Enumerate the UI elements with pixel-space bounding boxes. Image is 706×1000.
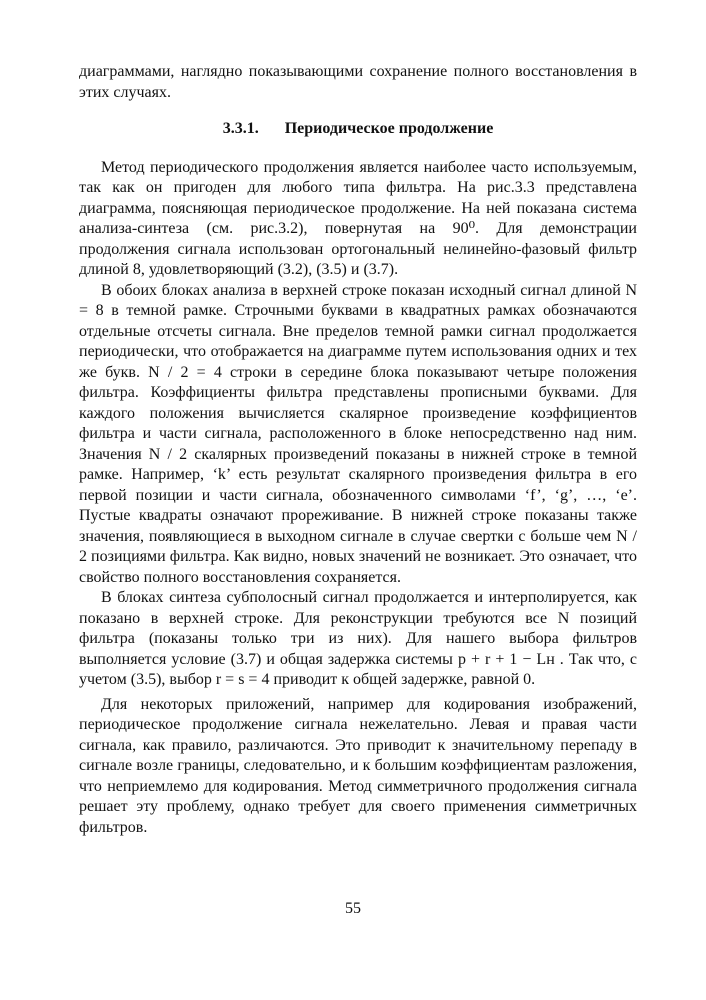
- section-title: Периодическое продолжение: [284, 120, 494, 137]
- paragraph-4: Для некоторых приложений, например для кодирования изображений, периодическое продолжение сигнала нежелательно. Левая и правая части сигнала, как правило, различаются. Это приводит к значительному перепаду в сигнале возле границы, следовательно, и к большим коэффициентам разложения, что неприемлемо для кодирования. Метод симметричного продолжения сигнала решает эту проблему, однако требует для своего применения симметричных фильтров.: [79, 695, 637, 836]
- page-number: 55: [345, 900, 361, 917]
- paragraph-2: В обоих блоках анализа в верхней строке показан исходный сигнал длиной N = 8 в темной рамке. Строчными буквами в квадратных рамках обозначаются отдельные отсчеты сигнала. Вне пределов темной рамки сигнал продолжается периодически, что отображается на диаграмме путем использования одних и тех же букв. N / 2 = 4 строки в середине блока показывают четыре положения фильтра. Коэффициенты фильтра представлены прописными буквами. Для каждого положения вычисляется скалярное произведение коэффициентов фильтра и части сигнала, расположенного в блоке непосредственно над ним. Значения N / 2 скалярных произведений показаны в нижней строке в темной рамке. Например, ‘k’ есть результат скалярного произведения фильтра в его первой позиции и части сигнала, обозначенного символами ‘f’, ‘g’, …, ‘e’. Пустые квадраты означают прореживание. В нижней строке показаны также значения, появляющиеся в выходном сигнале в случае свертки с больше чем N / 2 позициями фильтра. Как видно, новых значений не возникает. Это означает, что свойство полного восстановления сохраняется.: [79, 281, 637, 586]
- section-number: 3.3.1.: [222, 120, 259, 137]
- page-content: [79, 62, 637, 838]
- intro-paragraph: диаграммами, наглядно показывающими сохранение полного восстановления в этих случаях.: [79, 63, 637, 101]
- paragraph-1: Метод периодического продолжения является наиболее часто используемым, так как он пригоден для любого типа фильтра. На рис.3.3 представлена диаграмма, поясняющая периодическое продолжение. На ней показана система анализа-синтеза (см. рис.3.2), повернутая на 90⁰. Для демонстрации продолжения сигнала использован ортогональный нелинейно-фазовый фильтр длиной 8, удовлетворяющий (3.2), (3.5) и (3.7).: [79, 158, 637, 278]
- paragraph-3: В блоках синтеза субполосный сигнал продолжается и интерполируется, как показано в верхней строке. Для реконструкции требуются все N позиций фильтра (показаны только три из них). Для нашего выбора фильтров выполняется условие (3.7) и общая задержка системы p + r + 1 − Lн . Так что, с учетом (3.5), выбор r = s = 4 приводит к общей задержке, равной 0.: [79, 589, 637, 688]
- section-heading: [79, 119, 637, 140]
